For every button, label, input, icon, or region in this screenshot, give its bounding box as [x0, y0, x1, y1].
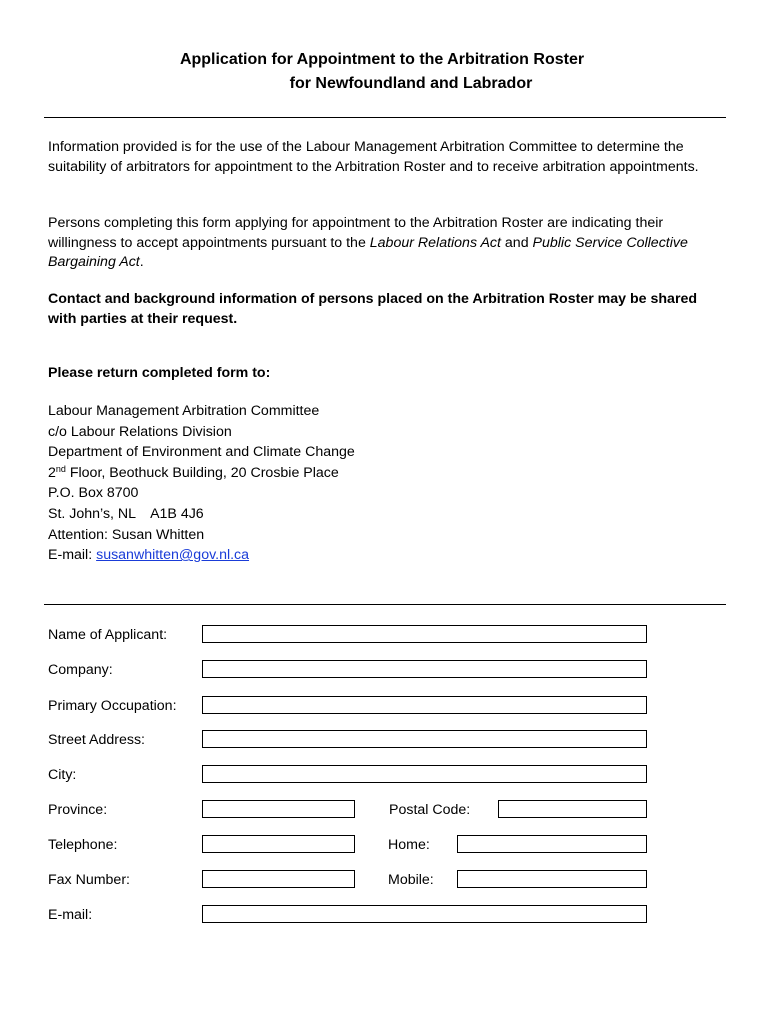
home-input[interactable]: [458, 836, 646, 852]
floor-number: 2: [48, 464, 56, 481]
home-field[interactable]: [457, 835, 647, 853]
fax-field[interactable]: [202, 870, 355, 888]
name-input[interactable]: [203, 626, 646, 642]
street-label: Street Address:: [48, 732, 145, 748]
company-label: Company:: [48, 662, 113, 678]
email-input[interactable]: [203, 906, 646, 922]
address-line-email: [48, 545, 548, 566]
floor-rest: Floor, Beothuck Building, 20 Crosbie Place: [65, 464, 339, 481]
email-field[interactable]: [202, 905, 647, 923]
province-input[interactable]: [203, 801, 354, 817]
postal-code-field[interactable]: [498, 800, 647, 818]
city-field[interactable]: [202, 765, 647, 783]
return-heading: Please return completed form to:: [48, 365, 271, 381]
postal-code-input[interactable]: [499, 801, 646, 817]
email-label: E-mail:: [48, 907, 93, 923]
mobile-input[interactable]: [458, 871, 646, 887]
top-divider: [44, 117, 726, 118]
address-line-city: [48, 504, 548, 525]
company-input[interactable]: [203, 661, 646, 677]
city-input[interactable]: [203, 766, 646, 782]
address-line-floor: [48, 463, 548, 484]
public-service-act: Public Service Collective Bargaining Act: [48, 234, 688, 270]
telephone-field[interactable]: [202, 835, 355, 853]
province-field[interactable]: [202, 800, 355, 818]
occupation-field[interactable]: [202, 696, 647, 714]
period-text: .: [139, 254, 144, 270]
floor-suffix: nd: [55, 463, 66, 474]
telephone-input[interactable]: [203, 836, 354, 852]
mobile-field[interactable]: [457, 870, 647, 888]
form-divider: [44, 604, 726, 605]
name-field[interactable]: [202, 625, 647, 643]
mailing-address: [48, 401, 548, 566]
province-label: Province:: [48, 802, 108, 818]
fax-label: Fax Number:: [48, 872, 130, 888]
title-line-2: for Newfoundland and Labrador: [289, 75, 533, 92]
address-postal: A1B 4J6: [150, 505, 204, 522]
city-label: City:: [48, 767, 77, 783]
willingness-text: Persons completing this form applying for appointment to the Arbitration Roster are indicating their willingness to accept appointments pursuant to the: [48, 215, 664, 251]
intro-paragraph: Information provided is for the use of the Labour Management Arbitration Committee to determine the suitability of arbitrators for appointment to the Arbitration Roster and to receive arbitration appointments.: [48, 139, 699, 175]
telephone-label: Telephone:: [48, 837, 118, 853]
occupation-input[interactable]: [203, 697, 646, 713]
title-line-1: Application for Appointment to the Arbitration Roster: [179, 51, 585, 68]
home-label: Home:: [388, 837, 430, 853]
mobile-label: Mobile:: [388, 872, 434, 888]
company-field[interactable]: [202, 660, 647, 678]
form-title: [0, 48, 770, 96]
address-line-division: c/o Labour Relations Division: [48, 423, 232, 440]
address-line-attention: Attention: Susan Whitten: [48, 526, 205, 543]
labour-relations-act: Labour Relations Act: [369, 234, 501, 251]
street-field[interactable]: [202, 730, 647, 748]
willingness-paragraph: [48, 214, 718, 273]
address-city: St. John’s, NL: [48, 505, 137, 522]
email-link[interactable]: susanwhitten@gov.nl.ca: [96, 547, 250, 564]
sharing-notice: Contact and background information of persons placed on the Arbitration Roster may be shared with parties at their request.: [48, 291, 698, 327]
email-prefix: E-mail:: [48, 547, 97, 564]
address-line-committee: Labour Management Arbitration Committee: [48, 403, 320, 419]
address-line-pobox: P.O. Box 8700: [48, 485, 139, 502]
fax-input[interactable]: [203, 871, 354, 887]
address-line-department: Department of Environment and Climate Change: [48, 444, 355, 461]
occupation-label: Primary Occupation:: [48, 698, 177, 714]
and-text: and: [500, 234, 533, 251]
postal-code-label: Postal Code:: [389, 802, 471, 818]
street-input[interactable]: [203, 731, 646, 747]
name-label: Name of Applicant:: [48, 627, 168, 643]
